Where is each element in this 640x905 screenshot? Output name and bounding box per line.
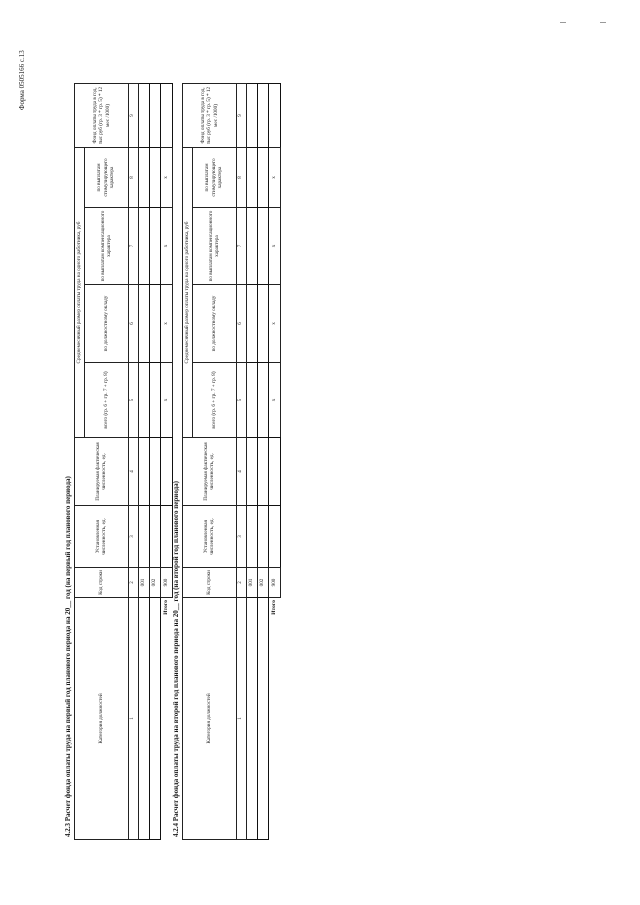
- column-number: 2: [128, 568, 138, 598]
- header-compensation: по выплатам компенсационного характера: [84, 208, 128, 285]
- header-fund: Фонд оплаты труда в год, тыс руб (гр. 3 * гр. 5) * 12 мес /1000): [183, 84, 237, 148]
- header-code: Код строки: [183, 568, 237, 598]
- column-number: 5: [236, 363, 246, 438]
- category-cell[interactable]: [246, 598, 257, 840]
- column-number: 6: [236, 285, 246, 363]
- total-cell[interactable]: [257, 363, 268, 438]
- scan-mark: [600, 22, 606, 23]
- established-cell[interactable]: [138, 506, 149, 568]
- x-mark: x: [268, 363, 280, 438]
- row-code: 001: [246, 568, 257, 598]
- header-compensation: по выплатам компенсационного характера: [192, 208, 236, 285]
- table-row: [257, 84, 268, 840]
- total-row: [268, 84, 280, 840]
- header-code: Код строки: [75, 568, 129, 598]
- header-established: Установленная численность, ед.: [183, 506, 237, 568]
- form-code: Форма 0505166 с.13: [18, 50, 26, 110]
- column-number: 3: [128, 506, 138, 568]
- column-number: 4: [128, 438, 138, 506]
- compensation-cell[interactable]: [257, 208, 268, 285]
- column-number: 7: [128, 208, 138, 285]
- payroll-table-first-year: [74, 83, 173, 840]
- total-fund-cell[interactable]: [268, 84, 280, 148]
- category-cell[interactable]: [138, 598, 149, 840]
- fund-cell[interactable]: [138, 84, 149, 148]
- header-fund: Фонд оплаты труда в год, тыс руб (гр. 3 * гр. 5) * 12 мес /1000): [75, 84, 129, 148]
- header-planned: Планируемая фактическая численность, ед.: [183, 438, 237, 506]
- table-row: [138, 84, 149, 840]
- established-cell[interactable]: [246, 506, 257, 568]
- column-number: 4: [236, 438, 246, 506]
- planned-cell[interactable]: [138, 438, 149, 506]
- header-planned: Планируемая фактическая численность, ед.: [75, 438, 129, 506]
- category-cell[interactable]: [149, 598, 160, 840]
- total-planned-cell[interactable]: [160, 438, 172, 506]
- x-mark: x: [268, 285, 280, 363]
- x-mark: x: [268, 148, 280, 208]
- established-cell[interactable]: [257, 506, 268, 568]
- header-avg-group: Среднемесячный размер оплаты труда на одного работника, руб: [183, 148, 193, 438]
- total-label: Итого: [270, 600, 277, 615]
- header-salary: по должностному окладу: [84, 285, 128, 363]
- column-number: 5: [128, 363, 138, 438]
- header-salary: по должностному окладу: [192, 285, 236, 363]
- column-number: 7: [236, 208, 246, 285]
- total-cell[interactable]: [149, 363, 160, 438]
- compensation-cell[interactable]: [246, 208, 257, 285]
- row-code: 002: [149, 568, 160, 598]
- scan-mark: [560, 22, 566, 23]
- salary-cell[interactable]: [257, 285, 268, 363]
- total-code: 900: [268, 568, 280, 598]
- total-established-cell[interactable]: [268, 506, 280, 568]
- x-mark: x: [160, 285, 172, 363]
- header-total: всего (гр. 6 + гр. 7 + гр. 8): [84, 363, 128, 438]
- salary-cell[interactable]: [138, 285, 149, 363]
- total-planned-cell[interactable]: [268, 438, 280, 506]
- salary-cell[interactable]: [246, 285, 257, 363]
- total-cell[interactable]: [246, 363, 257, 438]
- x-mark: x: [160, 148, 172, 208]
- table-row: [246, 84, 257, 840]
- total-cell[interactable]: [138, 363, 149, 438]
- fund-cell[interactable]: [257, 84, 268, 148]
- fund-cell[interactable]: [149, 84, 160, 148]
- total-label: Итого: [162, 600, 169, 615]
- x-mark: x: [160, 208, 172, 285]
- total-established-cell[interactable]: [160, 506, 172, 568]
- column-number: 1: [236, 598, 246, 840]
- x-mark: x: [268, 208, 280, 285]
- header-established: Установленная численность, ед.: [75, 506, 129, 568]
- total-fund-cell[interactable]: [160, 84, 172, 148]
- total-row: [160, 84, 172, 840]
- column-number: 6: [128, 285, 138, 363]
- planned-cell[interactable]: [246, 438, 257, 506]
- header-incentive: по выплатам стимулирующего характера: [192, 148, 236, 208]
- header-category: Категория должностей: [75, 598, 129, 840]
- fund-cell[interactable]: [246, 84, 257, 148]
- header-category: Категория должностей: [183, 598, 237, 840]
- established-cell[interactable]: [149, 506, 160, 568]
- compensation-cell[interactable]: [138, 208, 149, 285]
- incentive-cell[interactable]: [149, 148, 160, 208]
- column-number: 2: [236, 568, 246, 598]
- salary-cell[interactable]: [149, 285, 160, 363]
- column-number: 9: [236, 84, 246, 148]
- section-title-4-2-3: 4.2.3 Расчет фонда оплаты труда на первый год планового периода на 20__ год (на первый год планового периода): [64, 476, 72, 837]
- total-code: 900: [160, 568, 172, 598]
- category-cell[interactable]: [257, 598, 268, 840]
- table-row: [149, 84, 160, 840]
- incentive-cell[interactable]: [138, 148, 149, 208]
- column-number: 9: [128, 84, 138, 148]
- header-total: всего (гр. 6 + гр. 7 + гр. 8): [192, 363, 236, 438]
- header-incentive: по выплатам стимулирующего характера: [84, 148, 128, 208]
- column-number: 3: [236, 506, 246, 568]
- x-mark: x: [160, 363, 172, 438]
- section-title-4-2-4: 4.2.4 Расчет фонда оплаты труда на второй год планового периода на 20__ год (на второй год планового периода): [172, 481, 180, 837]
- column-number: 1: [128, 598, 138, 840]
- incentive-cell[interactable]: [257, 148, 268, 208]
- column-number: 8: [128, 148, 138, 208]
- compensation-cell[interactable]: [149, 208, 160, 285]
- incentive-cell[interactable]: [246, 148, 257, 208]
- payroll-table-second-year: [182, 83, 281, 840]
- planned-cell[interactable]: [149, 438, 160, 506]
- row-code: 001: [138, 568, 149, 598]
- column-number: 8: [236, 148, 246, 208]
- header-avg-group: Среднемесячный размер оплаты труда на одного работника, руб: [75, 148, 85, 438]
- planned-cell[interactable]: [257, 438, 268, 506]
- row-code: 002: [257, 568, 268, 598]
